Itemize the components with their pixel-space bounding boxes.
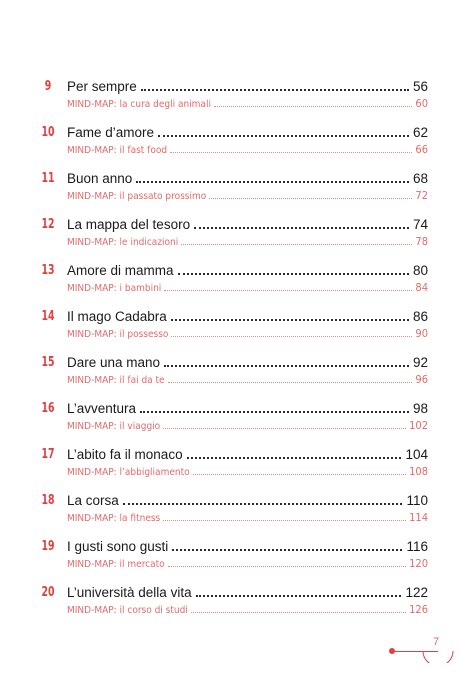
mindmap-page: 108 (409, 465, 428, 478)
mindmap-page: 126 (409, 603, 428, 616)
mindmap-page: 72 (415, 189, 428, 202)
chapter-page: 56 (412, 79, 428, 94)
mindmap-subtitle: MIND-MAP: il mercato (67, 559, 165, 570)
toc-entry[interactable] (0, 538, 460, 584)
page-number: 7 (433, 636, 440, 648)
chapter-page: 98 (412, 401, 428, 416)
dot-leader (168, 381, 413, 383)
chapter-number: 15 (41, 355, 55, 370)
chapter-number: 19 (41, 539, 55, 554)
chapter-title: Amore di mamma (67, 263, 174, 278)
dot-leader (172, 548, 402, 551)
mindmap-subtitle: MIND-MAP: il passato prossimo (67, 191, 207, 202)
toc-entry[interactable] (0, 216, 460, 262)
dot-leader (196, 594, 402, 597)
chapter-page: 122 (405, 585, 428, 600)
dot-leader (171, 318, 409, 321)
dot-leader (163, 519, 406, 521)
toc-entry[interactable] (0, 446, 460, 492)
mindmap-subtitle: MIND-MAP: i bambini (67, 283, 162, 294)
chapter-page: 86 (412, 309, 428, 324)
mindmap-subtitle: MIND-MAP: il viaggio (67, 421, 161, 432)
toc-entry[interactable] (0, 400, 460, 446)
dot-leader (163, 427, 406, 429)
chapter-title: La mappa del tesoro (67, 217, 191, 232)
toc-entry[interactable] (0, 354, 460, 400)
chapter-number: 12 (41, 217, 55, 232)
mindmap-page: 66 (415, 143, 428, 156)
chapter-title: La corsa (67, 493, 119, 508)
chapter-page: 62 (412, 125, 428, 140)
dot-leader (193, 473, 407, 475)
dot-leader (140, 410, 409, 413)
dot-leader (209, 197, 412, 199)
dot-leader (187, 456, 402, 459)
chapter-number: 11 (41, 171, 55, 186)
chapter-title: Per sempre (67, 79, 137, 94)
mindmap-subtitle: MIND-MAP: il fai da te (67, 375, 165, 386)
chapter-number: 20 (41, 585, 55, 600)
mindmap-subtitle: MIND-MAP: il possesso (67, 329, 169, 340)
dot-leader (181, 243, 412, 245)
toc-entry[interactable] (0, 308, 460, 354)
toc-entry[interactable] (0, 262, 460, 308)
mindmap-subtitle: MIND-MAP: le indicazioni (67, 237, 179, 248)
mindmap-subtitle: MIND-MAP: il fast food (67, 145, 168, 156)
chapter-number: 18 (41, 493, 55, 508)
chapter-title: I gusti sono gusti (67, 539, 169, 554)
chapter-number: 17 (41, 447, 55, 462)
chapter-number: 16 (41, 401, 55, 416)
chapter-title: Il mago Cadabra (67, 309, 167, 324)
dot-leader (158, 134, 409, 137)
toc-entry[interactable] (0, 124, 460, 170)
chapter-page: 104 (405, 447, 428, 462)
chapter-title: L’abito fa il monaco (67, 447, 183, 462)
toc-entry[interactable] (0, 170, 460, 216)
toc-entry[interactable] (0, 492, 460, 538)
dot-leader (141, 88, 409, 91)
mindmap-page: 84 (415, 281, 428, 294)
mindmap-page: 78 (415, 235, 428, 248)
dot-leader (164, 289, 412, 291)
dot-leader (214, 105, 412, 107)
chapter-title: Buon anno (67, 171, 133, 186)
dot-leader (136, 180, 409, 183)
chapter-page: 74 (412, 217, 428, 232)
dot-leader (168, 565, 406, 567)
mindmap-subtitle: MIND-MAP: la cura degli animali (67, 99, 211, 110)
dot-leader (123, 502, 403, 505)
mindmap-subtitle: MIND-MAP: l’abbigliamento (67, 467, 190, 478)
chapter-number: 13 (41, 263, 55, 278)
chapter-page: 110 (406, 493, 428, 508)
mindmap-page: 102 (409, 419, 428, 432)
toc-entry[interactable] (0, 584, 460, 630)
chapter-number: 9 (44, 79, 52, 94)
chapter-page: 116 (406, 539, 428, 554)
mindmap-page: 60 (415, 97, 428, 110)
chapter-title: Dare una mano (67, 355, 161, 370)
toc-entry[interactable] (0, 78, 460, 124)
chapter-number: 10 (41, 125, 55, 140)
chapter-title: Fame d’amore (67, 125, 155, 140)
dot-leader (194, 226, 409, 229)
chapter-number: 14 (41, 309, 55, 324)
mindmap-subtitle: MIND-MAP: la fitness (67, 513, 161, 524)
dot-leader (178, 272, 409, 275)
dot-leader (170, 151, 412, 153)
mindmap-page: 90 (415, 327, 428, 340)
dot-leader (164, 364, 409, 367)
mindmap-subtitle: MIND-MAP: il corso di studi (67, 605, 188, 616)
chapter-page: 92 (412, 355, 428, 370)
chapter-page: 80 (412, 263, 428, 278)
chapter-title: L’avventura (67, 401, 137, 416)
mindmap-page: 96 (415, 373, 428, 386)
chapter-title: L’università della vita (67, 585, 192, 600)
dot-leader (191, 611, 406, 613)
mindmap-page: 114 (409, 511, 428, 524)
dot-leader (171, 335, 412, 337)
mindmap-page: 120 (409, 557, 428, 570)
chapter-page: 68 (412, 171, 428, 186)
